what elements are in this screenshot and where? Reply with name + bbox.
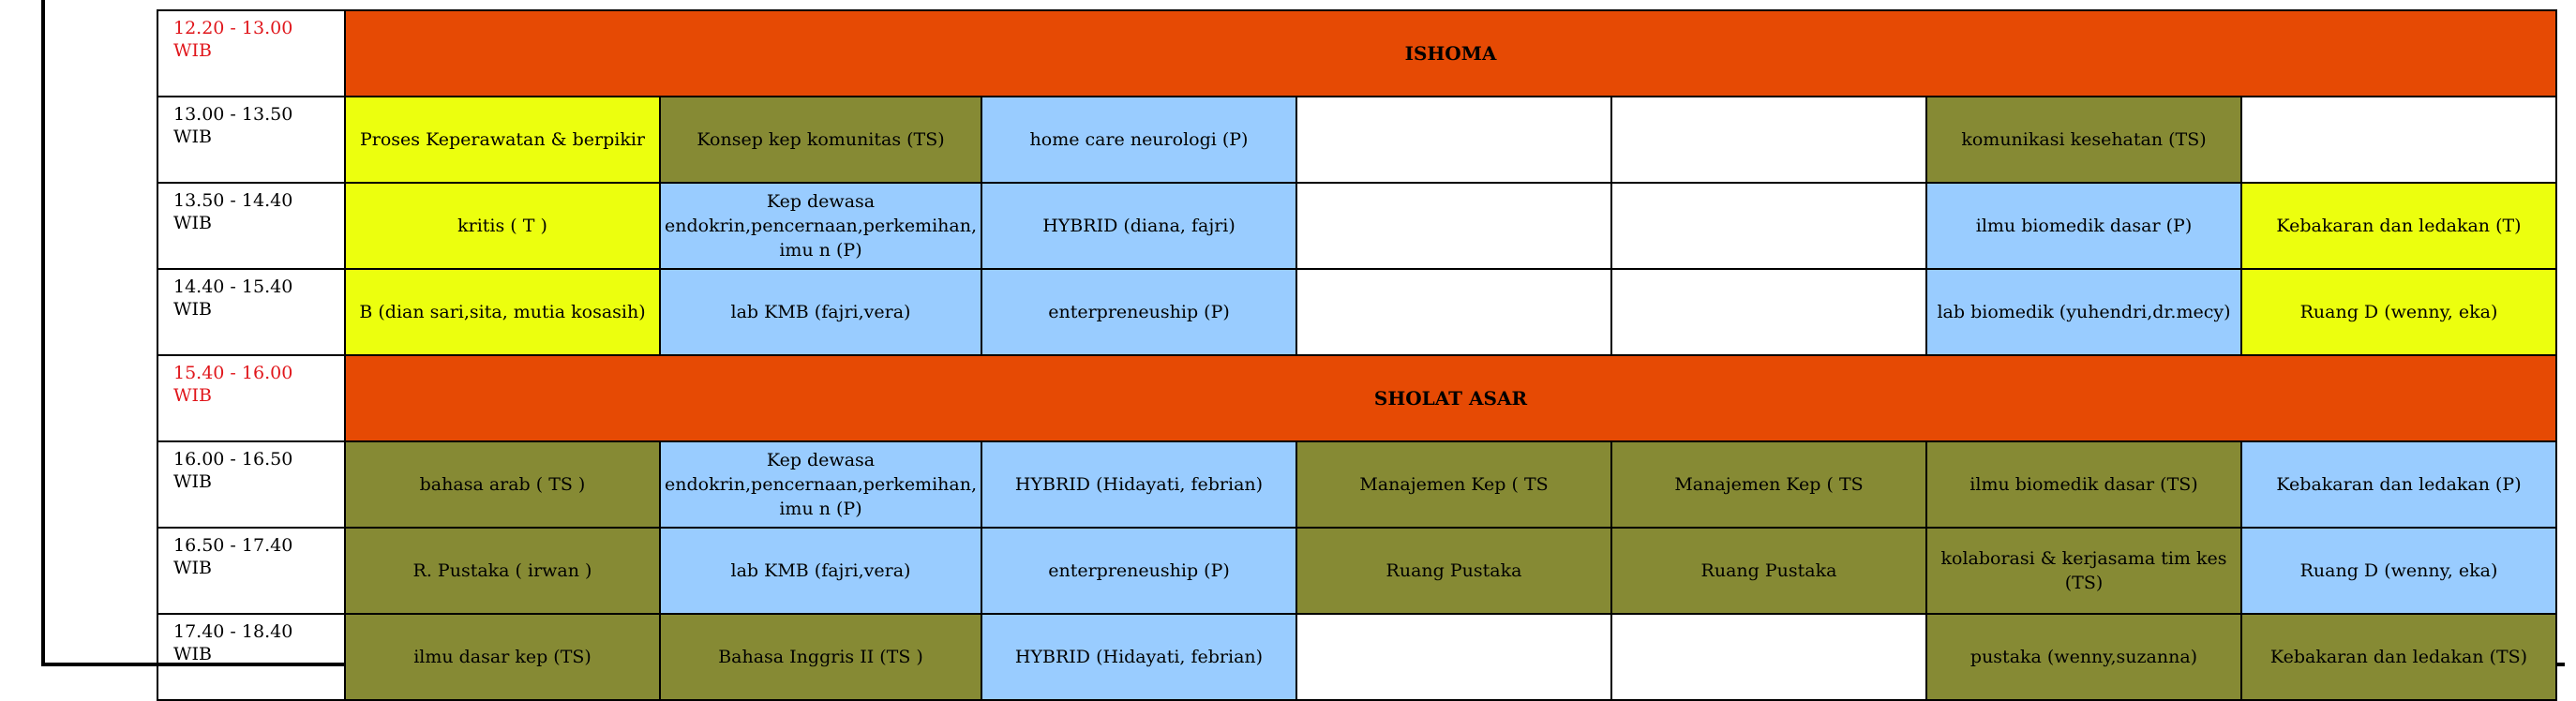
time-slot: 13.00 - 13.50 WIB — [157, 97, 345, 183]
schedule-cell: HYBRID (Hidayati, febrian) — [981, 441, 1296, 528]
schedule-cell: pustaka (wenny,suzanna) — [1926, 614, 2241, 700]
schedule-cell: ilmu biomedik dasar (TS) — [1926, 441, 2241, 528]
schedule-row — [157, 183, 2556, 269]
schedule-cell: home care neurologi (P) — [981, 97, 1296, 183]
schedule-cell: lab biomedik (yuhendri,dr.mecy) — [1926, 269, 2241, 355]
schedule-cell — [1611, 614, 1926, 700]
schedule-cell: Kebakaran dan ledakan (P) — [2241, 441, 2556, 528]
schedule-cell: Kebakaran dan ledakan (T) — [2241, 183, 2556, 269]
schedule-cell: Ruang D (wenny, eka) — [2241, 269, 2556, 355]
schedule-cell: lab KMB (fajri,vera) — [660, 269, 981, 355]
time-slot: 13.50 - 14.40 WIB — [157, 183, 345, 269]
schedule-row — [157, 614, 2556, 700]
schedule-cell: Manajemen Kep ( TS — [1611, 441, 1926, 528]
schedule-row — [157, 441, 2556, 528]
schedule-table — [157, 9, 2557, 701]
time-slot: 16.00 - 16.50 WIB — [157, 441, 345, 528]
schedule-cell: kolaborasi & kerjasama tim kes (TS) — [1926, 528, 2241, 614]
schedule-cell — [1611, 269, 1926, 355]
schedule-cell: Bahasa Inggris II (TS ) — [660, 614, 981, 700]
schedule-cell: ilmu biomedik dasar (P) — [1926, 183, 2241, 269]
break-banner: SHOLAT ASAR — [345, 355, 2556, 441]
schedule-cell: bahasa arab ( TS ) — [345, 441, 660, 528]
schedule-cell: B (dian sari,sita, mutia kosasih) — [345, 269, 660, 355]
schedule-cell: Ruang Pustaka — [1611, 528, 1926, 614]
schedule-cell — [1611, 97, 1926, 183]
schedule-cell: Manajemen Kep ( TS — [1296, 441, 1611, 528]
schedule-row — [157, 97, 2556, 183]
schedule-cell: Konsep kep komunitas (TS) — [660, 97, 981, 183]
schedule-cell — [1296, 183, 1611, 269]
schedule-cell — [2241, 97, 2556, 183]
schedule-cell — [1296, 97, 1611, 183]
schedule-cell: Kep dewasa endokrin,pencernaan,perkemihan, imu n (P) — [660, 441, 981, 528]
schedule-cell: R. Pustaka ( irwan ) — [345, 528, 660, 614]
break-banner: ISHOMA — [345, 10, 2556, 97]
schedule-body — [157, 10, 2556, 700]
schedule-cell: enterpreneuship (P) — [981, 528, 1296, 614]
schedule-cell: Ruang D (wenny, eka) — [2241, 528, 2556, 614]
schedule-cell: HYBRID (diana, fajri) — [981, 183, 1296, 269]
schedule-cell: kritis ( T ) — [345, 183, 660, 269]
schedule-cell: lab KMB (fajri,vera) — [660, 528, 981, 614]
time-slot: 16.50 - 17.40 WIB — [157, 528, 345, 614]
schedule-row — [157, 10, 2556, 97]
schedule-cell — [1296, 614, 1611, 700]
schedule-row — [157, 355, 2556, 441]
time-slot: 14.40 - 15.40 WIB — [157, 269, 345, 355]
schedule-cell: HYBRID (Hidayati, febrian) — [981, 614, 1296, 700]
schedule-cell — [1611, 183, 1926, 269]
schedule-cell: Kebakaran dan ledakan (TS) — [2241, 614, 2556, 700]
schedule-cell: Kep dewasa endokrin,pencernaan,perkemihan, imu n (P) — [660, 183, 981, 269]
schedule-row — [157, 269, 2556, 355]
time-slot: 15.40 - 16.00 WIB — [157, 355, 345, 441]
schedule-cell: Ruang Pustaka — [1296, 528, 1611, 614]
schedule-cell: enterpreneuship (P) — [981, 269, 1296, 355]
time-slot: 17.40 - 18.40 WIB — [157, 614, 345, 700]
time-slot: 12.20 - 13.00 WIB — [157, 10, 345, 97]
schedule-cell: ilmu dasar kep (TS) — [345, 614, 660, 700]
schedule-cell — [1296, 269, 1611, 355]
schedule-cell: Proses Keperawatan & berpikir — [345, 97, 660, 183]
schedule-row — [157, 528, 2556, 614]
schedule-cell: komunikasi kesehatan (TS) — [1926, 97, 2241, 183]
